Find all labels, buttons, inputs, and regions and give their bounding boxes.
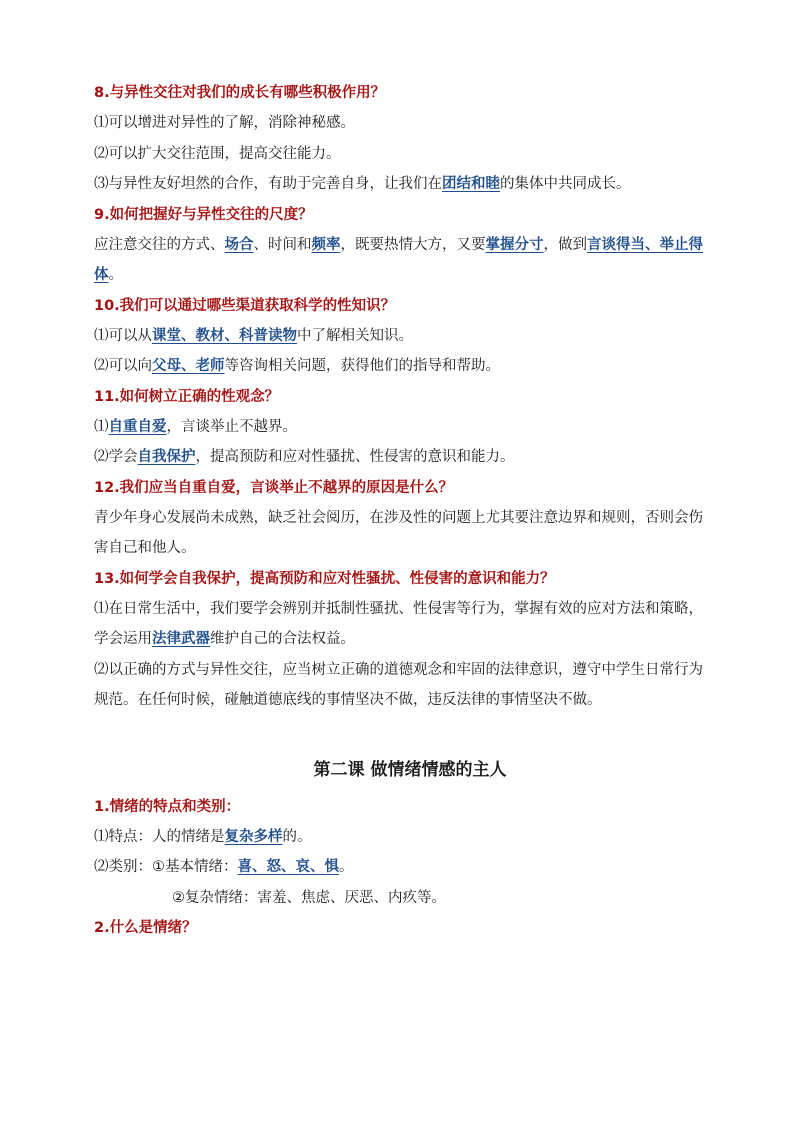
answer-text: ⑴可以从 xyxy=(94,327,152,344)
answer-text: ⑵学会 xyxy=(94,449,138,465)
answer-paragraph: 青少年身心发展尚未成熟，缺乏社会阅历，在涉及性的问题上尤其要注意边界和规则，否则会伤害自己和他人。 xyxy=(94,509,703,556)
keyword: 频率 xyxy=(311,236,341,253)
answer-text: 。 xyxy=(339,859,354,875)
answer-text: ⑴特点：人的情绪是 xyxy=(94,828,225,845)
lesson-title: 第二课 做情绪情感的主人 xyxy=(313,759,507,780)
answer-line xyxy=(94,822,706,853)
answer-text: ⑵类别：①基本情绪： xyxy=(94,859,238,875)
answer-line xyxy=(94,351,706,382)
answer-text: ，言谈举止不越界。 xyxy=(166,418,297,435)
question-heading: 13.如何学会自我保护，提高预防和应对性骚扰、性侵害的意识和能力？ xyxy=(94,570,555,587)
answer-text: 应注意交往的方式、 xyxy=(94,236,225,253)
answer-text: ⑵可以向 xyxy=(94,358,152,374)
answer-line xyxy=(94,442,706,473)
keyword: 自我保护 xyxy=(137,449,196,465)
keyword: 喜、怒、哀、惧 xyxy=(237,859,339,875)
answer-text: 的。 xyxy=(282,828,312,845)
question-heading: 1.情绪的特点和类别： xyxy=(94,798,241,815)
answer-line: ⑴可以增进对异性的了解，消除神秘感。 xyxy=(94,115,355,131)
keyword: 法律武器 xyxy=(152,631,210,647)
answer-text: ，做到 xyxy=(543,236,587,253)
answer-line xyxy=(94,412,706,443)
answer-text: 中了解相关知识。 xyxy=(297,327,413,344)
keyword: 言谈得当、举止得体 xyxy=(94,236,703,283)
keyword: 课堂、教材、科普读物 xyxy=(152,327,297,344)
keyword: 团结和睦 xyxy=(442,176,500,192)
answer-paragraph xyxy=(94,594,706,655)
question-heading: 10.我们可以通过哪些渠道获取科学的性知识？ xyxy=(94,297,396,314)
answer-line xyxy=(94,852,706,883)
answer-paragraph: ⑵以正确的方式与异性交往，应当树立正确的道德观念和牢固的法律意识，遵守中学生日常行为规范。在任何时候，碰触道德底线的事情坚决不做，违反法律的事情坚决不做。 xyxy=(94,661,703,708)
answer-text: ⑶与异性友好坦然的合作，有助于完善自身，让我们在 xyxy=(94,176,442,192)
answer-text: 。 xyxy=(108,267,123,283)
answer-line: ⑵可以扩大交往范围，提高交往能力。 xyxy=(94,145,341,162)
answer-line xyxy=(94,169,706,200)
question-heading: 2.什么是情绪？ xyxy=(94,920,197,936)
answer-text: ⑴ xyxy=(94,418,109,435)
answer-text: 的集体中共同成长。 xyxy=(500,176,631,192)
keyword: 复杂多样 xyxy=(224,828,283,845)
question-heading: 11.如何树立正确的性观念？ xyxy=(94,388,280,405)
answer-text: ，既要热情大方，又要 xyxy=(340,236,486,253)
keyword: 场合 xyxy=(224,236,254,253)
document-page xyxy=(94,78,706,943)
keyword: 自重自爱 xyxy=(108,418,167,435)
answer-text: 维护自己的合法权益。 xyxy=(210,631,355,647)
answer-text: 、时间和 xyxy=(253,236,312,253)
answer-text: ，提高预防和应对性骚扰、性侵害的意识和能力。 xyxy=(195,449,515,465)
keyword: 掌握分寸 xyxy=(485,236,544,253)
keyword: 父母、老师 xyxy=(152,358,225,374)
question-heading: 12.我们应当自重自爱，言谈举止不越界的原因是什么？ xyxy=(94,479,454,496)
answer-text: 等咨询相关问题，获得他们的指导和帮助。 xyxy=(224,358,500,374)
answer-paragraph xyxy=(94,230,706,291)
answer-text: ⑴在日常生活中，我们要学会辨别并抵制性骚扰、性侵害等行为，掌握有效的应对方法和策略，学会运用 xyxy=(94,600,703,647)
question-heading: 8.与异性交往对我们的成长有哪些积极作用？ xyxy=(94,85,386,101)
question-heading: 9.如何把握好与异性交往的尺度？ xyxy=(94,206,313,223)
answer-line: ②复杂情绪：害羞、焦虑、厌恶、内疚等。 xyxy=(172,889,446,906)
answer-line xyxy=(94,321,706,352)
